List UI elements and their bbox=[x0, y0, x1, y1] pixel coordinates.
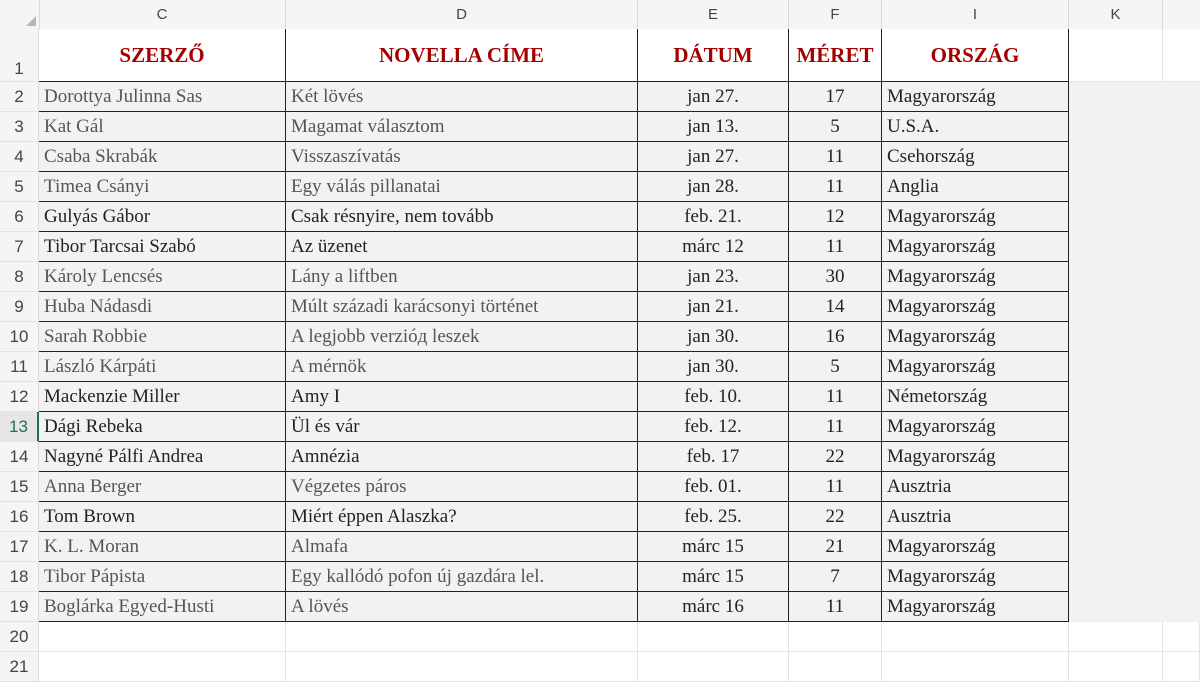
cell-title[interactable]: A lövés bbox=[286, 592, 638, 622]
column-header-next[interactable] bbox=[1163, 0, 1200, 29]
column-header-e[interactable]: E bbox=[638, 0, 789, 29]
column-header-i[interactable]: I bbox=[882, 0, 1069, 29]
cell-author[interactable]: Gulyás Gábor bbox=[39, 202, 286, 232]
cell-date[interactable]: feb. 17 bbox=[638, 442, 789, 472]
header-novella-cime[interactable]: NOVELLA CÍME bbox=[286, 29, 638, 82]
cell-author[interactable]: Tibor Tarcsai Szabó bbox=[39, 232, 286, 262]
cell-country[interactable]: Németország bbox=[882, 382, 1069, 412]
cell-date[interactable]: feb. 01. bbox=[638, 472, 789, 502]
empty-cell[interactable] bbox=[882, 652, 1069, 682]
cell-author[interactable]: Csaba Skrabák bbox=[39, 142, 286, 172]
cell-size[interactable]: 21 bbox=[789, 532, 882, 562]
cell-size[interactable]: 11 bbox=[789, 172, 882, 202]
empty-cell[interactable] bbox=[1069, 502, 1200, 532]
empty-cell[interactable] bbox=[286, 652, 638, 682]
cell-author[interactable]: Tom Brown bbox=[39, 502, 286, 532]
cell-title[interactable]: Almafa bbox=[286, 532, 638, 562]
cell-size[interactable]: 11 bbox=[789, 232, 882, 262]
cell-date[interactable]: feb. 21. bbox=[638, 202, 789, 232]
empty-cell[interactable] bbox=[39, 622, 286, 652]
row-header-21[interactable]: 21 bbox=[0, 652, 39, 682]
cell-author[interactable]: Dorottya Julinna Sas bbox=[39, 82, 286, 112]
cell-date[interactable]: jan 23. bbox=[638, 262, 789, 292]
cell-title[interactable]: Egy válás pillanatai bbox=[286, 172, 638, 202]
cell-date[interactable]: márc 15 bbox=[638, 562, 789, 592]
cell-size[interactable]: 7 bbox=[789, 562, 882, 592]
select-all-icon bbox=[26, 16, 36, 26]
empty-cell[interactable] bbox=[1069, 292, 1200, 322]
row-header-19[interactable]: 19 bbox=[0, 592, 39, 622]
cell-country[interactable]: Ausztria bbox=[882, 472, 1069, 502]
row-header-20[interactable]: 20 bbox=[0, 622, 39, 652]
row-header-6[interactable]: 6 bbox=[0, 202, 39, 232]
empty-cell[interactable] bbox=[1069, 412, 1200, 442]
row-header-14[interactable]: 14 bbox=[0, 442, 39, 472]
cell-size[interactable]: 12 bbox=[789, 202, 882, 232]
header-datum[interactable]: DÁTUM bbox=[638, 29, 789, 82]
empty-cell[interactable] bbox=[39, 652, 286, 682]
cell-size[interactable]: 11 bbox=[789, 382, 882, 412]
row-header-10[interactable]: 10 bbox=[0, 322, 39, 352]
cell-title[interactable]: Egy kallódó pofon új gazdára lel. bbox=[286, 562, 638, 592]
empty-cell[interactable] bbox=[1069, 352, 1200, 382]
empty-cell[interactable] bbox=[1069, 622, 1163, 652]
empty-cell[interactable] bbox=[1163, 622, 1200, 652]
empty-cell[interactable] bbox=[1069, 442, 1200, 472]
empty-cell[interactable] bbox=[1069, 172, 1200, 202]
row-header-3[interactable]: 3 bbox=[0, 112, 39, 142]
cell-title[interactable]: Ül és vár bbox=[286, 412, 638, 442]
empty-cell[interactable] bbox=[1069, 112, 1200, 142]
cell-date[interactable]: márc 12 bbox=[638, 232, 789, 262]
row-header-9[interactable]: 9 bbox=[0, 292, 39, 322]
cell-author[interactable]: Mackenzie Miller bbox=[39, 382, 286, 412]
cell-date[interactable]: jan 27. bbox=[638, 142, 789, 172]
cell-title[interactable]: Amnézia bbox=[286, 442, 638, 472]
cell-author[interactable]: Tibor Pápista bbox=[39, 562, 286, 592]
row-header-18[interactable]: 18 bbox=[0, 562, 39, 592]
cell-author[interactable]: László Kárpáti bbox=[39, 352, 286, 382]
cell-country[interactable]: Magyarország bbox=[882, 232, 1069, 262]
cell-country[interactable]: Magyarország bbox=[882, 442, 1069, 472]
row-header-4[interactable]: 4 bbox=[0, 142, 39, 172]
empty-cell[interactable] bbox=[638, 652, 789, 682]
cell-size[interactable]: 17 bbox=[789, 82, 882, 112]
row-header-7[interactable]: 7 bbox=[0, 232, 39, 262]
cell-author[interactable]: Anna Berger bbox=[39, 472, 286, 502]
empty-cell[interactable] bbox=[1069, 82, 1200, 112]
cell-country[interactable]: Anglia bbox=[882, 172, 1069, 202]
cell-country[interactable]: Magyarország bbox=[882, 322, 1069, 352]
cell-date[interactable]: márc 16 bbox=[638, 592, 789, 622]
empty-cell[interactable] bbox=[1069, 532, 1200, 562]
empty-cell[interactable] bbox=[882, 622, 1069, 652]
cell-author[interactable]: Sarah Robbie bbox=[39, 322, 286, 352]
column-header-d[interactable]: D bbox=[286, 0, 638, 29]
row-header-17[interactable]: 17 bbox=[0, 532, 39, 562]
cell-title[interactable]: Múlt századi karácsonyi történet bbox=[286, 292, 638, 322]
row-header-13[interactable]: 13 bbox=[0, 412, 39, 442]
cell-size[interactable]: 14 bbox=[789, 292, 882, 322]
cell-country[interactable]: Magyarország bbox=[882, 532, 1069, 562]
cell-title[interactable]: Két lövés bbox=[286, 82, 638, 112]
cell-title[interactable]: Csak résnyire, nem tovább bbox=[286, 202, 638, 232]
cell-date[interactable]: márc 15 bbox=[638, 532, 789, 562]
cell-date[interactable]: jan 30. bbox=[638, 322, 789, 352]
cell-author[interactable]: Huba Nádasdi bbox=[39, 292, 286, 322]
row-header-8[interactable]: 8 bbox=[0, 262, 39, 292]
empty-cell[interactable] bbox=[1069, 592, 1200, 622]
cell-country[interactable]: Magyarország bbox=[882, 562, 1069, 592]
empty-cell[interactable] bbox=[1163, 652, 1200, 682]
cell-size[interactable]: 5 bbox=[789, 112, 882, 142]
cell-country[interactable]: Magyarország bbox=[882, 202, 1069, 232]
empty-cell[interactable] bbox=[1069, 562, 1200, 592]
cell-country[interactable]: Ausztria bbox=[882, 502, 1069, 532]
cell-date[interactable]: jan 13. bbox=[638, 112, 789, 142]
cell-author[interactable]: Károly Lencsés bbox=[39, 262, 286, 292]
cell-size[interactable]: 11 bbox=[789, 412, 882, 442]
row-header-15[interactable]: 15 bbox=[0, 472, 39, 502]
cell-size[interactable]: 11 bbox=[789, 592, 882, 622]
cell-author[interactable]: Dági Rebeka bbox=[39, 412, 286, 442]
empty-cell[interactable] bbox=[1069, 262, 1200, 292]
cell-size[interactable]: 11 bbox=[789, 472, 882, 502]
empty-cell[interactable] bbox=[1069, 202, 1200, 232]
empty-cell[interactable] bbox=[286, 622, 638, 652]
empty-cell[interactable] bbox=[1069, 382, 1200, 412]
cell-author[interactable]: Kat Gál bbox=[39, 112, 286, 142]
empty-cell[interactable] bbox=[1069, 472, 1200, 502]
cell-country[interactable]: Magyarország bbox=[882, 292, 1069, 322]
column-header-bar bbox=[0, 0, 1200, 30]
cell-title[interactable]: Amy I bbox=[286, 382, 638, 412]
cell-title[interactable]: Magamat választom bbox=[286, 112, 638, 142]
cell-country[interactable]: Magyarország bbox=[882, 412, 1069, 442]
cell-size[interactable]: 22 bbox=[789, 442, 882, 472]
row-header-5[interactable]: 5 bbox=[0, 172, 39, 202]
cell-date[interactable]: jan 28. bbox=[638, 172, 789, 202]
cell-size[interactable]: 30 bbox=[789, 262, 882, 292]
row-header-2[interactable]: 2 bbox=[0, 82, 39, 112]
cell-size[interactable]: 22 bbox=[789, 502, 882, 532]
row-header-1[interactable]: 1 bbox=[0, 29, 39, 82]
row-header-16[interactable]: 16 bbox=[0, 502, 39, 532]
cell-date[interactable]: feb. 25. bbox=[638, 502, 789, 532]
cell-author[interactable]: Boglárka Egyed-Husti bbox=[39, 592, 286, 622]
cell-country[interactable]: Magyarország bbox=[882, 262, 1069, 292]
column-header-c[interactable]: C bbox=[39, 0, 286, 29]
cell-size[interactable]: 5 bbox=[789, 352, 882, 382]
empty-cell[interactable] bbox=[1069, 652, 1163, 682]
cell-author[interactable]: K. L. Moran bbox=[39, 532, 286, 562]
cell-title[interactable]: A legjobb verzióд leszek bbox=[286, 322, 638, 352]
row-header-11[interactable]: 11 bbox=[0, 352, 39, 382]
cell-title[interactable]: Miért éppen Alaszka? bbox=[286, 502, 638, 532]
empty-cell[interactable] bbox=[1069, 322, 1200, 352]
select-all-button[interactable] bbox=[0, 0, 40, 29]
cell-country[interactable]: Magyarország bbox=[882, 82, 1069, 112]
cell-country[interactable]: U.S.A. bbox=[882, 112, 1069, 142]
cell-title[interactable]: Végzetes páros bbox=[286, 472, 638, 502]
cell-country[interactable]: Csehország bbox=[882, 142, 1069, 172]
cell-title[interactable]: Lány a liftben bbox=[286, 262, 638, 292]
cell-title[interactable]: Visszaszívatás bbox=[286, 142, 638, 172]
empty-cell[interactable] bbox=[1069, 232, 1200, 262]
cell-author[interactable]: Nagyné Pálfi Andrea bbox=[39, 442, 286, 472]
column-header-k[interactable]: K bbox=[1069, 0, 1163, 29]
cell-date[interactable]: jan 30. bbox=[638, 352, 789, 382]
cell-size[interactable]: 16 bbox=[789, 322, 882, 352]
empty-cell[interactable] bbox=[1069, 142, 1200, 172]
cell-date[interactable]: feb. 10. bbox=[638, 382, 789, 412]
cell-title[interactable]: Az üzenet bbox=[286, 232, 638, 262]
header-orszag[interactable]: ORSZÁG bbox=[882, 29, 1069, 82]
cell-country[interactable]: Magyarország bbox=[882, 592, 1069, 622]
cell-title[interactable]: A mérnök bbox=[286, 352, 638, 382]
empty-cell[interactable] bbox=[638, 622, 789, 652]
cell-date[interactable]: jan 27. bbox=[638, 82, 789, 112]
cell-country[interactable]: Magyarország bbox=[882, 352, 1069, 382]
header-meret[interactable]: MÉRET bbox=[789, 29, 882, 82]
cell-size[interactable]: 11 bbox=[789, 142, 882, 172]
column-header-f[interactable]: F bbox=[789, 0, 882, 29]
cell-date[interactable]: feb. 12. bbox=[638, 412, 789, 442]
row-header-12[interactable]: 12 bbox=[0, 382, 39, 412]
empty-cell[interactable] bbox=[789, 622, 882, 652]
header-szerzo[interactable]: SZERZŐ bbox=[39, 29, 286, 82]
empty-cell[interactable] bbox=[789, 652, 882, 682]
cell-date[interactable]: jan 21. bbox=[638, 292, 789, 322]
cell-author[interactable]: Timea Csányi bbox=[39, 172, 286, 202]
